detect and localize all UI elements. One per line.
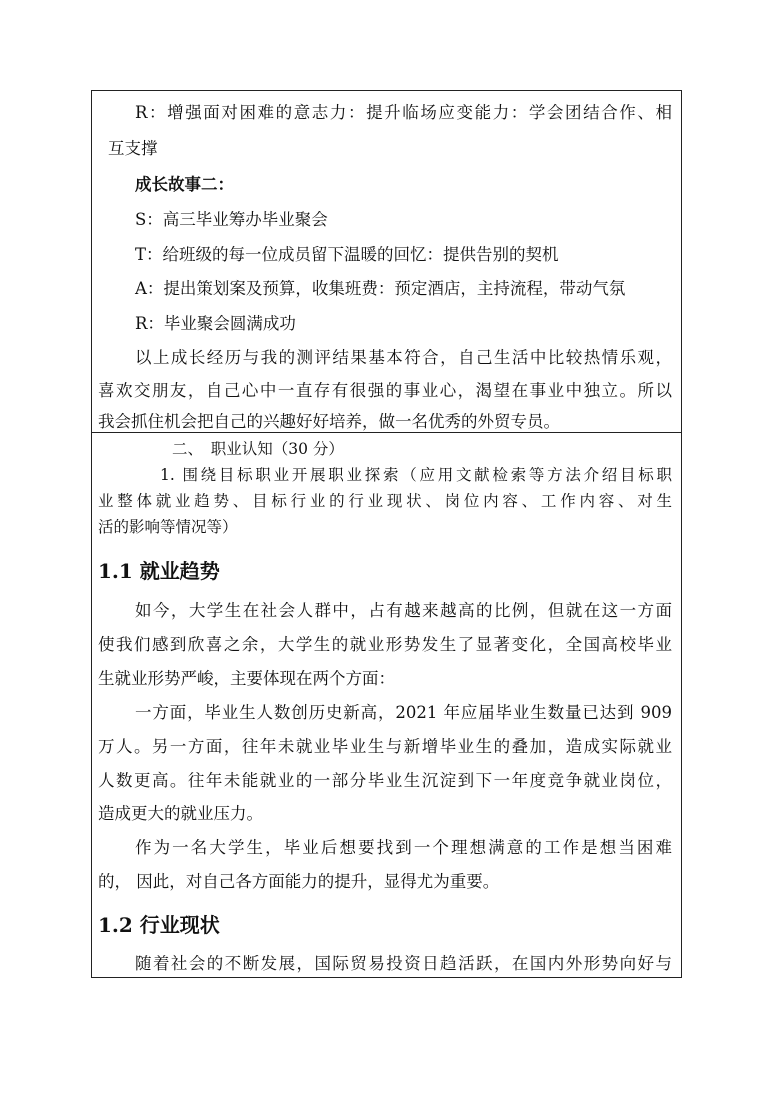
instruction-line-1: 1. 围绕目标职业开展职业探索（应用文献检索等方法介绍目标职 — [160, 466, 672, 484]
story2-t: T：给班级的每一位成员留下温暖的回忆：提供告别的契机 — [135, 245, 559, 264]
p4-line-1: 随着社会的不断发展，国际贸易投资日趋活跃，在国内外形势向好与 — [135, 954, 672, 973]
r1-line-1: R：增强面对困难的意志力：提升临场应变能力：学会团结合作、相 — [135, 103, 672, 122]
p2-line-3: 人数更高。往年未能就业的一部分毕业生沉淀到下一年度竞争就业岗位， — [98, 771, 672, 790]
p3-line-1: 作为一名大学生，毕业后想要找到一个理想满意的工作是想当困难 — [135, 838, 672, 857]
story2-s: S：高三毕业筹办毕业聚会 — [135, 210, 328, 229]
summary-line-3: 我会抓住机会把自己的兴趣好好培养，做一名优秀的外贸专员。 — [98, 412, 560, 431]
subsection-1-1-title: 1.1 就业趋势 — [98, 559, 220, 583]
r1-line-2: 互支撑 — [108, 139, 158, 158]
p2-line-4: 造成更大的就业压力。 — [98, 804, 263, 823]
section-two-heading: 二、 职业认知（30 分） — [172, 440, 344, 458]
story2-r: R：毕业聚会圆满成功 — [135, 314, 296, 333]
p2-line-2: 万人。另一方面，往年未就业毕业生与新增毕业生的叠加，造成实际就业 — [98, 737, 672, 756]
table-bottom-border — [91, 977, 682, 978]
p1-line-1: 如今，大学生在社会人群中，占有越来越高的比例，但就在这一方面 — [135, 601, 672, 620]
summary-line-1: 以上成长经历与我的测评结果基本符合，自己生活中比较热情乐观， — [135, 348, 672, 367]
p1-line-3: 生就业形势严峻，主要体现在两个方面： — [98, 669, 395, 688]
p1-line-2: 使我们感到欣喜之余，大学生的就业形势发生了显著变化，全国高校毕业 — [98, 635, 672, 654]
p2-line-1: 一方面，毕业生人数创历史新高，2021 年应届毕业生数量已达到 909 — [135, 703, 672, 722]
story2-title: 成长故事二： — [135, 175, 234, 194]
story2-a: A：提出策划案及预算，收集班费：预定酒店，主持流程，带动气氛 — [135, 279, 626, 298]
instruction-line-3: 活的影响等情况等） — [98, 518, 238, 536]
subsection-1-2-title: 1.2 行业现状 — [98, 913, 220, 937]
summary-line-2: 喜欢交朋友，自己心中一直存有很强的事业心，渴望在事业中独立。所以 — [98, 381, 672, 400]
p3-line-2: 的， 因此，对自己各方面能力的提升，显得尤为重要。 — [98, 872, 500, 891]
instruction-line-2: 业整体就业趋势、目标行业的行业现状、岗位内容、工作内容、对生 — [98, 492, 672, 510]
